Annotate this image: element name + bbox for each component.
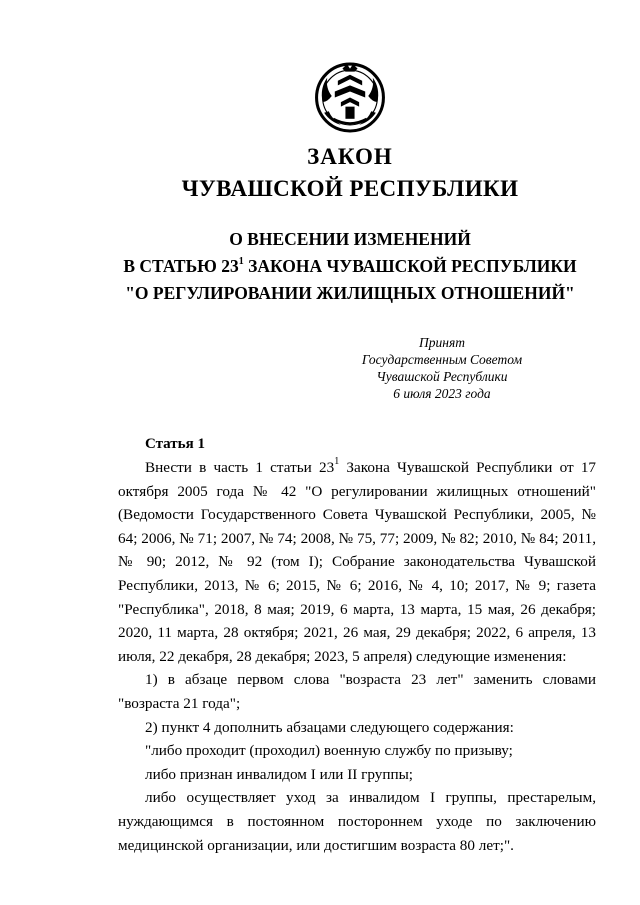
amendment-item-1: 1) в абзаце первом слова "возраста 23 лет" заменить словами "возраста 21 года"; <box>118 671 596 712</box>
adoption-line-adopted: Принят <box>419 335 465 350</box>
adoption-line-council: Государственным Советом <box>361 352 523 367</box>
law-subtitle-line2-start: В СТАТЬЮ 23 <box>123 256 239 276</box>
amendment-item-2: 2) пункт 4 дополнить абзацами следующего содержания: <box>145 718 514 736</box>
adoption-block <box>322 334 562 402</box>
quoted-paragraph-2: либо признан инвалидом I или II группы; <box>145 765 414 783</box>
adoption-line-republic: Чувашской Республики <box>376 369 508 384</box>
law-subtitle-line1: О ВНЕСЕНИИ ИЗМЕНЕНИЙ <box>229 229 471 249</box>
quoted-paragraph-1: "либо проходит (проходил) военную службу по призыву; <box>145 742 513 760</box>
law-subtitle-line2 <box>0 256 640 277</box>
quoted-paragraph-3: либо осуществляет уход за инвалидом I группы, престарелым, нуждающимся в постоянном постороннем уходе по заключению медицинской организации, или достигшим возраста 80 лет;". <box>118 789 596 854</box>
article-intro-rest: Закона Чувашской Республики от 17 октября 2005 года № 42 "О регулировании жилищных отношений" (Ведомости Государственного Совета Чувашской Республики, 2005, № 64; 2006, № 71; 2007, № 74; 2008, № 75, 77; 2009, № 82; 2010, № 84; 2011, № 90; 2012, № 92 (том I); Собрание законодательства Чувашской Республики, 2013, № 6; 2015, № 6; 2016, № 4, 10; 2017, № 9; газета "Республика", 2018, 8 мая; 2019, 6 марта, 13 марта, 15 мая, 26 декабря; 2020, 11 марта, 28 октября; 2021, 26 мая, 29 декабря; 2022, 6 апреля, 13 июля, 22 декабря, 28 декабря; 2023, 5 апреля) следующие изменения: <box>118 459 597 665</box>
law-subtitle-superscript: 1 <box>238 256 244 267</box>
article-title: Статья 1 <box>145 436 205 452</box>
chuvash-republic-emblem-icon <box>312 58 388 134</box>
law-subtitle-line2-end: ЗАКОНА ЧУВАШСКОЙ РЕСПУБЛИКИ <box>243 256 577 276</box>
adoption-date: 6 июля 2023 года <box>393 386 491 401</box>
document-title: ЗАКОН <box>307 144 393 169</box>
article-intro-start: Внести в часть 1 статьи 23 <box>145 459 335 476</box>
article-intro-superscript: 1 <box>334 456 340 467</box>
article-intro-paragraph <box>118 456 596 668</box>
document-title-republic: ЧУВАШСКОЙ РЕСПУБЛИКИ <box>181 176 519 201</box>
article-body <box>118 456 596 857</box>
law-subtitle-line3: "О РЕГУЛИРОВАНИИ ЖИЛИЩНЫХ ОТНОШЕНИЙ" <box>125 283 575 303</box>
